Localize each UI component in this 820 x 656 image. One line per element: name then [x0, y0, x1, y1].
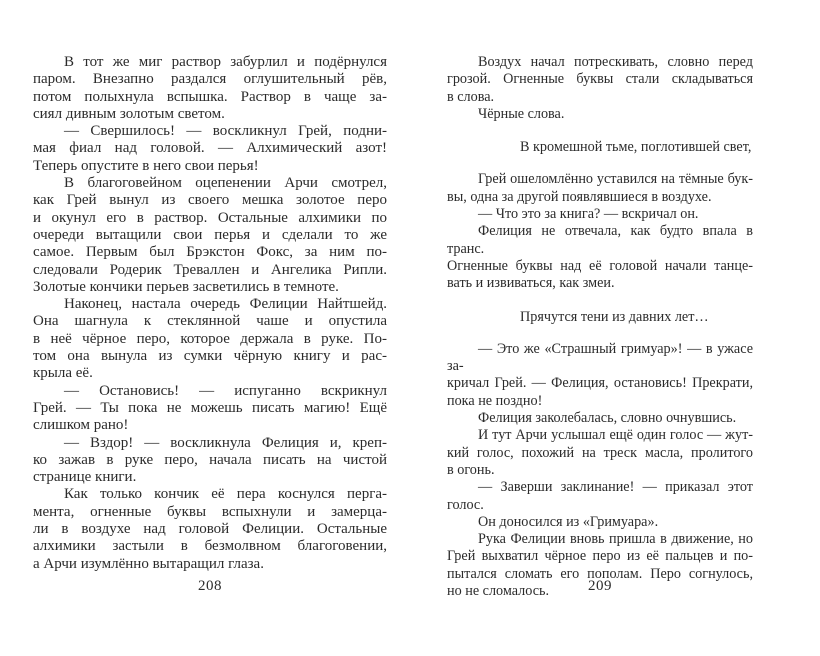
- text-line: как Грей вынул из своего мешка золотое перо: [33, 192, 387, 209]
- text-line: самое. Первым был Брэкстон Фокс, за ним по-: [33, 244, 387, 261]
- text-line: Воздух начал потрескивать, словно перед: [478, 54, 753, 70]
- text-line: Грей. — Ты пока не можешь писать магию! Ещё: [33, 399, 387, 416]
- text-line: В благоговейном оцепенении Арчи смотрел,: [64, 175, 387, 192]
- text-line: алхимики застыли в безмолвном благоговении,: [33, 538, 387, 555]
- text-line: потом полыхнула вспышка. Раствор в чаще за-: [33, 88, 387, 105]
- text-line: Грей ошеломлённо уставился на тёмные бук-: [478, 171, 753, 188]
- text-line: в неё чёрное перо, которое держала в руке. По-: [33, 330, 387, 347]
- text-line: Рука Фелиции вновь пришла в движение, но: [478, 531, 753, 548]
- text-line: пытался сломать его пополам. Перо согнулось,: [447, 565, 753, 582]
- left-page-text: [33, 54, 387, 573]
- text-line: мая фиал над головой. — Алхимический азот!: [33, 140, 387, 157]
- text-line: Наконец, настала очередь Фелиции Найтшейд.: [64, 296, 387, 313]
- paragraph: [33, 54, 387, 123]
- paragraph: [447, 106, 753, 123]
- paragraph: [447, 223, 753, 292]
- paragraph: [447, 171, 753, 206]
- text-line: — Вздор! — воскликнула Фелиция и, креп-: [64, 434, 387, 451]
- text-line: крыла её.: [33, 365, 93, 382]
- text-line: в огонь.: [447, 461, 495, 478]
- text-line: Чёрные слова.: [478, 105, 565, 122]
- text-line: в слова.: [447, 88, 495, 105]
- right-page: [447, 54, 753, 600]
- paragraph: [447, 514, 753, 531]
- paragraph: [33, 486, 387, 572]
- text-line: но не сломалось.: [447, 583, 550, 600]
- paragraph: [33, 435, 387, 487]
- paragraph: [447, 341, 753, 410]
- text-line: ко зажав в руке перо, начала писать на чистой: [33, 451, 387, 468]
- verse-line: [447, 309, 753, 326]
- text-line: а Арчи изумлённо вытаращил глаза.: [33, 555, 264, 572]
- left-page: [33, 54, 387, 594]
- text-line: В кромешной тьме, поглотившей свет,: [520, 139, 752, 156]
- text-line: Как только кончик её пера коснулся перга-: [64, 486, 387, 503]
- text-line: грозой. Огненные буквы стали складываться: [447, 71, 753, 88]
- text-line: Золотые кончики перьев засветились в темноте.: [33, 278, 339, 295]
- right-page-text: [447, 54, 753, 600]
- text-line: странице книги.: [33, 469, 137, 486]
- paragraph: [447, 206, 753, 223]
- text-line: пока не поздно!: [447, 392, 543, 409]
- text-line: Фелиция заколебалась, словно очнувшись.: [478, 410, 737, 427]
- text-line: Теперь опустите в него свои перья!: [33, 157, 259, 174]
- text-line: — Остановись! — испуганно вскрикнул: [64, 382, 387, 399]
- text-line: сиял дивным золотым светом.: [33, 105, 225, 122]
- text-line: слишком рано!: [33, 417, 129, 434]
- paragraph: [33, 123, 387, 175]
- text-line: — Заверши заклинание! — приказал этот: [478, 479, 753, 496]
- text-line: кричал Грей. — Фелиция, остановись! Прекрати,: [447, 375, 753, 392]
- paragraph: [33, 296, 387, 382]
- text-line: следовали Родерик Треваллен и Ангелика Рипли.: [33, 261, 387, 278]
- text-line: паром. Внезапно раздался оглушительный рёв,: [33, 71, 387, 88]
- text-line: Прячутся тени из давних лет…: [520, 308, 709, 325]
- paragraph: [33, 383, 387, 435]
- text-line: Фелиция не отвечала, как будто впала в транс.: [447, 223, 753, 257]
- text-line: Огненные буквы над её головой начали танце-: [447, 257, 753, 274]
- text-line: вать и извиваться, как змеи.: [447, 275, 615, 292]
- text-line: вы, одна за другой появлявшиеся в воздухе.: [447, 188, 712, 205]
- text-line: Он доносился из «Гримуара».: [478, 513, 659, 530]
- paragraph: [447, 479, 753, 514]
- text-line: ли в воздухе над головой Фелиции. Остальные: [33, 521, 387, 538]
- paragraph: [447, 54, 753, 106]
- text-line: — Свершилось! — воскликнул Грей, подни-: [64, 123, 387, 140]
- text-line: И тут Арчи услышал ещё один голос — жут-: [478, 427, 753, 444]
- text-line: В тот же миг раствор забурлил и подёрнулся: [64, 54, 387, 70]
- paragraph: [447, 410, 753, 427]
- text-line: том она вынула из сумки чёрную книгу и рас-: [33, 348, 387, 365]
- text-line: Она шагнула к стеклянной чаше и опустила: [33, 313, 387, 330]
- text-line: очереди вытащили свои перья и сделали то же: [33, 226, 387, 243]
- paragraph: [33, 175, 387, 296]
- paragraph: [447, 427, 753, 479]
- text-line: и окунул его в раствор. Остальные алхимики по: [33, 209, 387, 226]
- text-line: мента, огненные буквы вспыхнули и замерца-: [33, 503, 387, 520]
- verse-line: [447, 139, 753, 156]
- right-page-number: 209: [588, 578, 612, 594]
- text-line: голос.: [447, 496, 484, 513]
- left-page-number: 208: [198, 578, 222, 594]
- text-line: Грей выхватил чёрное перо из её пальцев и по-: [447, 548, 753, 565]
- text-line: — Что это за книга? — вскричал он.: [478, 206, 699, 223]
- text-line: кий голос, похожий на треск масла, пролитого: [447, 444, 753, 461]
- text-line: — Это же «Страшный гримуар»! — в ужасе за-: [447, 340, 753, 375]
